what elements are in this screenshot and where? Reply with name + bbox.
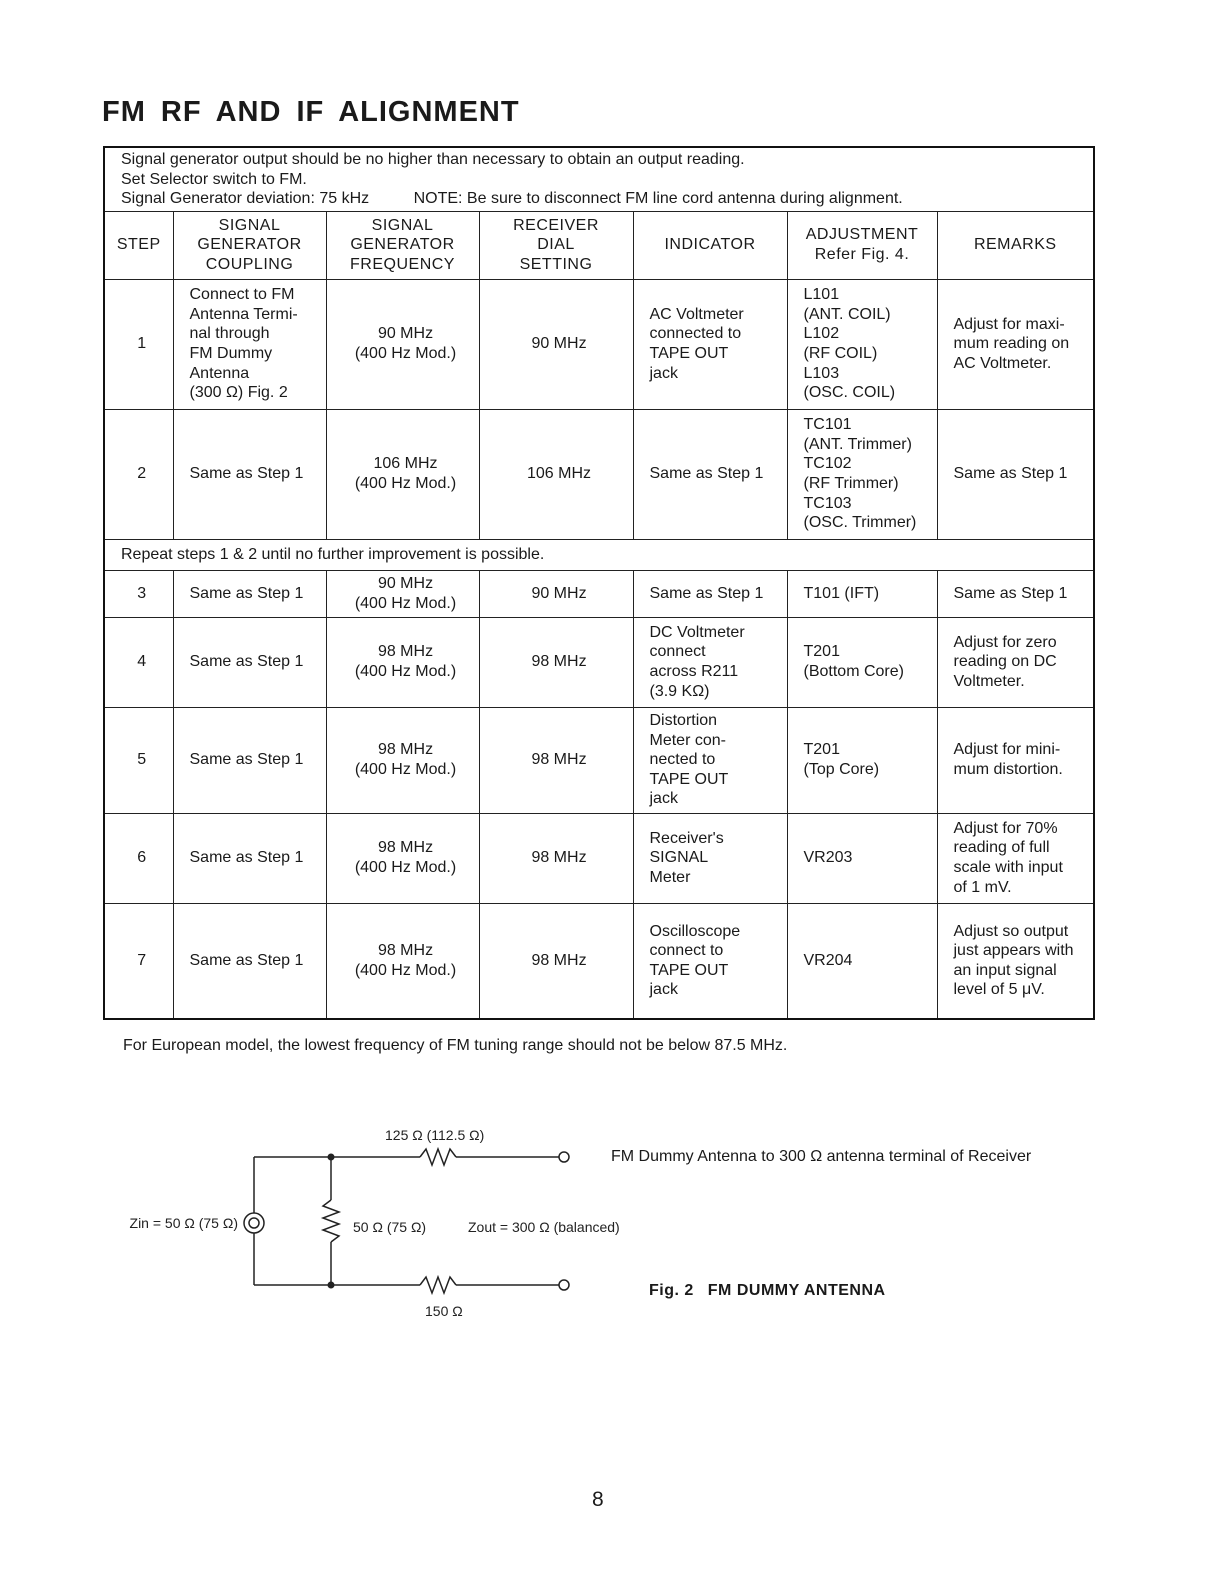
table-row <box>104 570 1094 617</box>
page-title: FM RF AND IF ALIGNMENT <box>102 96 520 128</box>
adjustment-cell <box>787 813 937 903</box>
intro-notes <box>104 147 1094 211</box>
coupling-cell-line: Same as Step 1 <box>189 951 304 969</box>
frequency-cell-line: 98 MHz <box>377 741 434 759</box>
indicator-cell-line: Meter <box>649 868 691 886</box>
page-number: 8 <box>592 1488 604 1511</box>
remarks-cell-line: reading on DC <box>953 653 1057 671</box>
indicator-cell <box>633 409 787 539</box>
coupling-cell <box>173 707 326 813</box>
indicator-cell-line: jack <box>649 364 678 382</box>
header-dial <box>479 211 633 279</box>
dial-cell: 90 MHz <box>479 279 633 409</box>
frequency-cell-line: (400 Hz Mod.) <box>354 663 457 680</box>
remarks-cell-line: an input signal <box>953 961 1057 979</box>
frequency-cell-line: 90 MHz <box>377 574 434 592</box>
remarks-cell-line: Adjust for maxi- <box>953 315 1065 333</box>
frequency-cell-line: (400 Hz Mod.) <box>354 475 457 492</box>
header-adjustment-line: Refer Fig. 4. <box>814 246 910 263</box>
remarks-cell-line: Same as Step 1 <box>953 465 1068 483</box>
header-frequency-line: FREQUENCY <box>350 255 455 273</box>
dummy-antenna-schematic <box>100 1120 620 1330</box>
european-note: For European model, the lowest frequency of FM tuning range should not be below 87.5 MHz. <box>123 1037 788 1054</box>
table-row <box>104 903 1094 1019</box>
indicator-cell <box>633 617 787 707</box>
indicator-cell <box>633 813 787 903</box>
remarks-cell-line: mum distortion. <box>953 761 1063 778</box>
frequency-cell-line: (400 Hz Mod.) <box>354 961 457 979</box>
indicator-cell <box>633 279 787 409</box>
remarks-cell <box>937 617 1094 707</box>
adjustment-cell-line: (OSC. COIL) <box>803 384 896 402</box>
indicator-cell-line: AC Voltmeter <box>649 305 744 323</box>
indicator-cell-line: (3.9 KΩ) <box>649 682 710 700</box>
remarks-cell-line: Adjust for 70% <box>953 819 1058 837</box>
header-frequency-line: GENERATOR <box>350 236 455 254</box>
header-frequency <box>326 211 479 279</box>
step-number: 3 <box>104 570 173 617</box>
junction-bottom-icon <box>328 1282 335 1289</box>
deviation-text: Signal Generator deviation: 75 kHz <box>121 190 370 207</box>
adjustment-cell-line: L102 <box>803 325 840 343</box>
adjustment-cell <box>787 617 937 707</box>
dial-cell: 98 MHz <box>479 617 633 707</box>
adjustment-cell <box>787 409 937 539</box>
indicator-cell <box>633 707 787 813</box>
frequency-cell-line: 106 MHz <box>373 455 438 473</box>
indicator-cell-line: TAPE OUT <box>649 770 729 788</box>
header-coupling-line: COUPLING <box>205 255 294 273</box>
frequency-cell-line: 90 MHz <box>377 325 434 343</box>
step-number: 7 <box>104 903 173 1019</box>
remarks-cell-line: Same as Step 1 <box>953 584 1068 602</box>
table-row <box>104 279 1094 409</box>
coupling-cell-line: Same as Step 1 <box>189 849 304 867</box>
indicator-cell-line: across R211 <box>649 663 739 680</box>
adjustment-cell-line: TC103 <box>803 494 852 512</box>
remarks-cell-line: level of 5 μV. <box>953 981 1045 999</box>
indicator-cell-line: Same as Step 1 <box>649 584 764 602</box>
frequency-cell <box>326 570 479 617</box>
adjustment-cell-line: (Top Core) <box>803 761 880 778</box>
coupling-cell-line: Antenna Termi- <box>189 305 298 323</box>
dial-cell: 106 MHz <box>479 409 633 539</box>
adjustment-cell <box>787 903 937 1019</box>
step-number: 5 <box>104 707 173 813</box>
frequency-cell <box>326 279 479 409</box>
indicator-cell-line: DC Voltmeter <box>649 623 745 641</box>
adjustment-cell-line: (Bottom Core) <box>803 663 904 680</box>
adjustment-cell-line: T201 <box>803 643 840 661</box>
adjustment-cell-line: T101 (IFT) <box>803 584 880 602</box>
remarks-cell-line: just appears with <box>953 942 1074 960</box>
step-number: 1 <box>104 279 173 409</box>
junction-top-icon <box>328 1154 335 1161</box>
remarks-cell-line: reading of full <box>953 839 1050 857</box>
frequency-cell <box>326 409 479 539</box>
indicator-cell-line: SIGNAL <box>649 849 709 867</box>
frequency-cell-line: (400 Hz Mod.) <box>354 345 457 362</box>
intro-row <box>104 147 1094 211</box>
header-row <box>104 211 1094 279</box>
step-number: 2 <box>104 409 173 539</box>
terminal-bottom-icon <box>559 1280 569 1290</box>
adjustment-cell <box>787 279 937 409</box>
coupling-cell-line: FM Dummy <box>189 345 273 362</box>
indicator-cell-line: connect to <box>649 942 724 960</box>
coupling-cell-line: Antenna <box>189 364 250 382</box>
header-indicator: INDICATOR <box>633 211 787 279</box>
zout-label: Zout = 300 Ω (balanced) <box>468 1219 620 1235</box>
indicator-cell-line: Meter con- <box>649 731 726 749</box>
figure-title: FM DUMMY ANTENNA <box>707 1282 886 1299</box>
coupling-cell <box>173 279 326 409</box>
r-top-label: 125 Ω (112.5 Ω) <box>385 1127 485 1143</box>
table-row <box>104 707 1094 813</box>
r-mid-label: 50 Ω (75 Ω) <box>353 1219 427 1235</box>
adjustment-cell-line: L103 <box>803 364 840 382</box>
indicator-cell-line: Receiver's <box>649 829 724 847</box>
frequency-cell-line: 98 MHz <box>377 643 434 661</box>
header-adjustment-line: ADJUSTMENT <box>805 226 919 244</box>
remarks-cell-line: Voltmeter. <box>953 672 1025 690</box>
indicator-cell-line: jack <box>649 981 678 999</box>
coupling-cell-line: Same as Step 1 <box>189 584 304 602</box>
coupling-cell <box>173 570 326 617</box>
dial-cell: 98 MHz <box>479 813 633 903</box>
coupling-cell-line: Connect to FM <box>189 286 295 304</box>
adjustment-cell-line: (OSC. Trimmer) <box>803 514 917 532</box>
resistor-bottom-icon <box>420 1277 456 1293</box>
remarks-cell-line: mum reading on <box>953 335 1070 353</box>
coupling-cell-line: Same as Step 1 <box>189 465 304 483</box>
adjustment-cell-line: (ANT. COIL) <box>803 305 891 323</box>
adjustment-cell-line: T201 <box>803 741 840 759</box>
indicator-cell <box>633 570 787 617</box>
header-remarks: REMARKS <box>937 211 1094 279</box>
intro-line-1: Signal generator output should be no higher than necessary to obtain an output reading. <box>121 151 745 168</box>
coupling-cell-line: (300 Ω) Fig. 2 <box>189 384 288 402</box>
table-row <box>104 813 1094 903</box>
frequency-cell-line: (400 Hz Mod.) <box>354 594 457 612</box>
step-number: 4 <box>104 617 173 707</box>
adjustment-cell <box>787 707 937 813</box>
frequency-cell <box>326 707 479 813</box>
frequency-cell-line: (400 Hz Mod.) <box>354 859 457 876</box>
adjustment-cell <box>787 570 937 617</box>
coupling-cell <box>173 409 326 539</box>
adjustment-cell-line: VR203 <box>803 849 853 867</box>
adjustment-cell-line: L101 <box>803 286 840 304</box>
remarks-cell-line: of 1 mV. <box>953 878 1012 896</box>
header-frequency-line: SIGNAL <box>371 216 434 234</box>
indicator-cell-line: nected to <box>649 751 716 769</box>
remarks-cell-line: scale with input <box>953 859 1063 876</box>
dummy-antenna-label: FM Dummy Antenna to 300 Ω antenna terminal of Receiver <box>611 1148 1032 1165</box>
header-dial-line: SETTING <box>519 255 593 273</box>
dial-cell: 98 MHz <box>479 707 633 813</box>
intro-line-2: Set Selector switch to FM. <box>121 170 307 188</box>
coupling-cell <box>173 617 326 707</box>
remarks-cell-line: AC Voltmeter. <box>953 354 1052 372</box>
header-step: STEP <box>104 211 173 279</box>
indicator-cell-line: Oscilloscope <box>649 922 741 940</box>
indicator-cell-line: TAPE OUT <box>649 345 729 362</box>
adjustment-cell-line: (RF Trimmer) <box>803 475 899 492</box>
r-bottom-label: 150 Ω <box>425 1303 463 1319</box>
frequency-cell-line: 98 MHz <box>377 839 434 857</box>
remarks-cell <box>937 707 1094 813</box>
indicator-cell-line: Same as Step 1 <box>649 465 764 483</box>
adjustment-cell-line: (RF COIL) <box>803 345 878 362</box>
indicator-cell-line: TAPE OUT <box>649 961 729 979</box>
frequency-cell <box>326 903 479 1019</box>
frequency-cell-line: (400 Hz Mod.) <box>354 761 457 778</box>
frequency-cell <box>326 617 479 707</box>
coupling-cell <box>173 903 326 1019</box>
adjustment-cell-line: TC101 <box>803 416 852 434</box>
dial-cell: 98 MHz <box>479 903 633 1019</box>
coupling-cell-line: Same as Step 1 <box>189 751 304 769</box>
intro-line-3 <box>121 189 1083 209</box>
resistor-top-icon <box>420 1149 456 1165</box>
table-row <box>104 617 1094 707</box>
indicator-cell-line: jack <box>649 790 678 808</box>
alignment-table <box>103 146 1095 1020</box>
table-row <box>104 409 1094 539</box>
header-adjustment <box>787 211 937 279</box>
coax-input-icon <box>244 1213 264 1233</box>
indicator-cell-line: connected to <box>649 325 742 343</box>
coupling-cell <box>173 813 326 903</box>
remarks-cell-line: Adjust for mini- <box>953 741 1061 759</box>
remarks-cell <box>937 903 1094 1019</box>
header-coupling-line: GENERATOR <box>197 236 302 254</box>
remarks-cell-line: Adjust so output <box>953 922 1069 940</box>
indicator-cell <box>633 903 787 1019</box>
remarks-cell-line: Adjust for zero <box>953 633 1057 651</box>
frequency-cell-line: 98 MHz <box>377 942 434 960</box>
adjustment-cell-line: VR204 <box>803 951 853 969</box>
disconnect-note: NOTE: Be sure to disconnect FM line cord antenna during alignment. <box>413 190 903 207</box>
header-dial-line: DIAL <box>537 236 575 254</box>
figure-caption <box>649 1282 900 1300</box>
indicator-cell-line: connect <box>649 643 706 661</box>
header-coupling <box>173 211 326 279</box>
resistor-mid-icon <box>323 1200 339 1242</box>
coupling-cell-line: nal through <box>189 325 270 343</box>
remarks-cell <box>937 813 1094 903</box>
adjustment-cell-line: (ANT. Trimmer) <box>803 435 912 453</box>
remarks-cell <box>937 409 1094 539</box>
zin-label: Zin = 50 Ω (75 Ω) <box>129 1215 238 1231</box>
repeat-note: Repeat steps 1 & 2 until no further improvement is possible. <box>104 539 1094 570</box>
dial-cell: 90 MHz <box>479 570 633 617</box>
steps-group-a <box>104 279 1094 539</box>
header-dial-line: RECEIVER <box>513 216 599 234</box>
figure-number: Fig. 2 <box>649 1282 694 1299</box>
repeat-row <box>104 539 1094 570</box>
coupling-cell-line: Same as Step 1 <box>189 653 304 671</box>
terminal-top-icon <box>559 1152 569 1162</box>
remarks-cell <box>937 279 1094 409</box>
step-number: 6 <box>104 813 173 903</box>
remarks-cell <box>937 570 1094 617</box>
indicator-cell-line: Distortion <box>649 712 718 730</box>
adjustment-cell-line: TC102 <box>803 455 852 473</box>
frequency-cell <box>326 813 479 903</box>
header-coupling-line: SIGNAL <box>218 216 281 234</box>
steps-group-b <box>104 570 1094 1019</box>
